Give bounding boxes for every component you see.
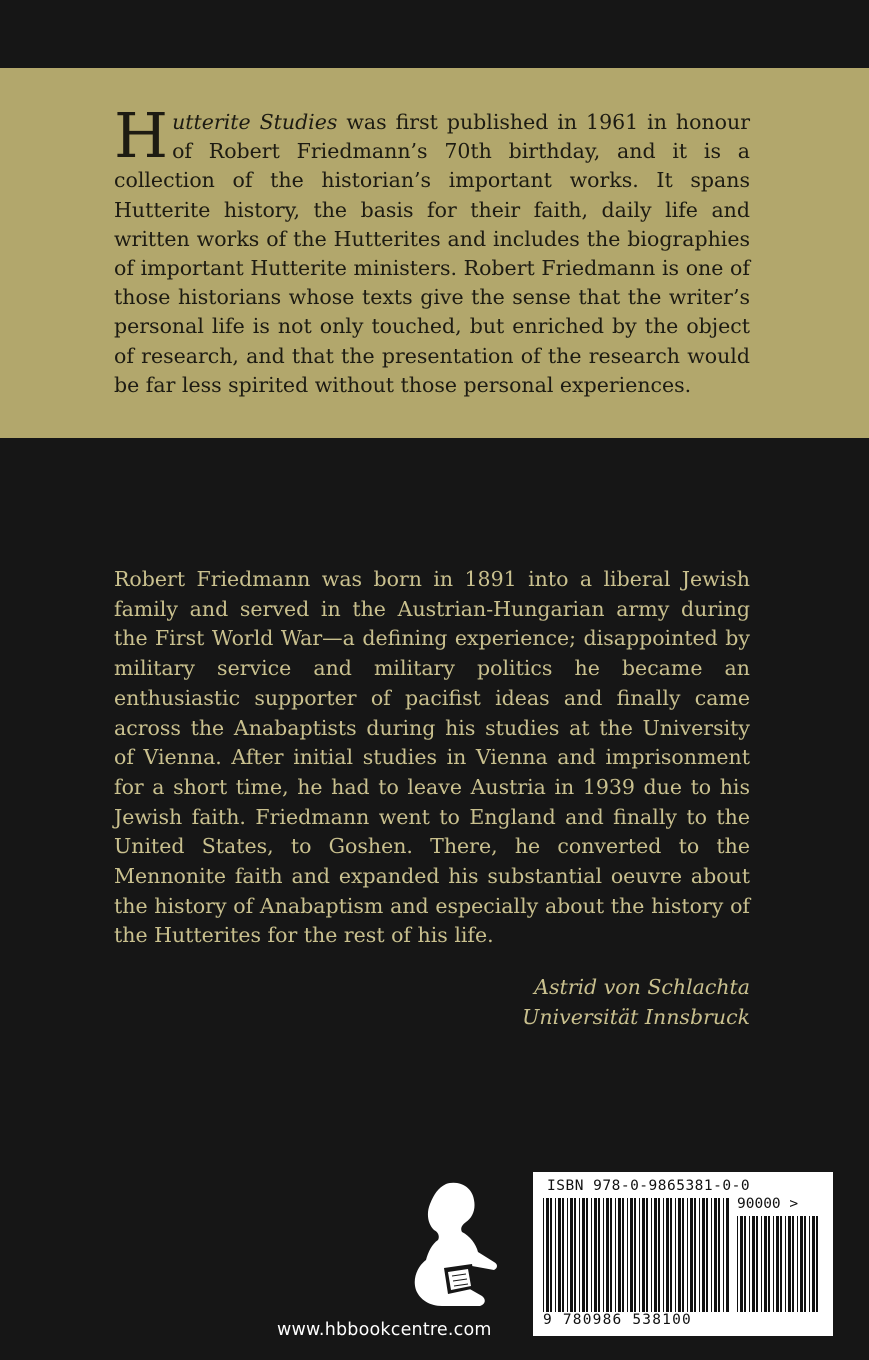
author-biography: Robert Friedmann was born in 1891 into a liberal Jewish family and served in the Austrian-Hungarian army during the First World War—a defining experience; disappointed by military service and military politics he became an enthusiastic supporter of pacifist ideas and finally came across the Anabaptists during his studies at the University of Vienna. After initial studies in Vienna and imprisonment for a short time, he had to leave Austria in 1939 due to his Jewish faith. Friedmann went to England and finally to the United States, to Goshen. There, he converted to the Mennonite faith and expanded his substantial oeuvre about the history of Anabaptism and especially about the history of the Hutterites for the rest of his life. [114, 567, 750, 948]
barcode-bars [543, 1198, 729, 1312]
publisher-website: www.hbbookcentre.com [277, 1320, 492, 1340]
book-blurb [114, 99, 750, 400]
signature-name: Astrid von Schlachta [534, 975, 750, 999]
reading-child-silhouette-icon [402, 1178, 512, 1318]
signature-affiliation: Universität Innsbruck [522, 1004, 750, 1029]
price-code: 90000 > [737, 1196, 799, 1212]
addon-barcode-bars [737, 1216, 821, 1312]
blurb-text: was first published in 1961 in honour of Robert Friedmann’s 70th birthday, and it is a collection of the historian’s important works. It spans Hutterite history, the basis for their faith, daily life and written works of the Hutterites and includes the biographies of important Hutterite ministers. Robert Friedmann is one of those historians whose texts give the sense that the writer’s personal life is not only touched, but enriched by the object of research, and that the presentation of the research would be far less spirited without those personal experiences. [114, 110, 750, 397]
book-title: utterite Studies [172, 110, 338, 134]
isbn-barcode [533, 1172, 833, 1336]
isbn-label: ISBN 978-0-9865381-0-0 [547, 1178, 751, 1194]
signature-block [522, 973, 750, 1032]
barcode-digits: 9 780986 538100 [543, 1312, 692, 1328]
drop-cap: H [114, 99, 169, 172]
